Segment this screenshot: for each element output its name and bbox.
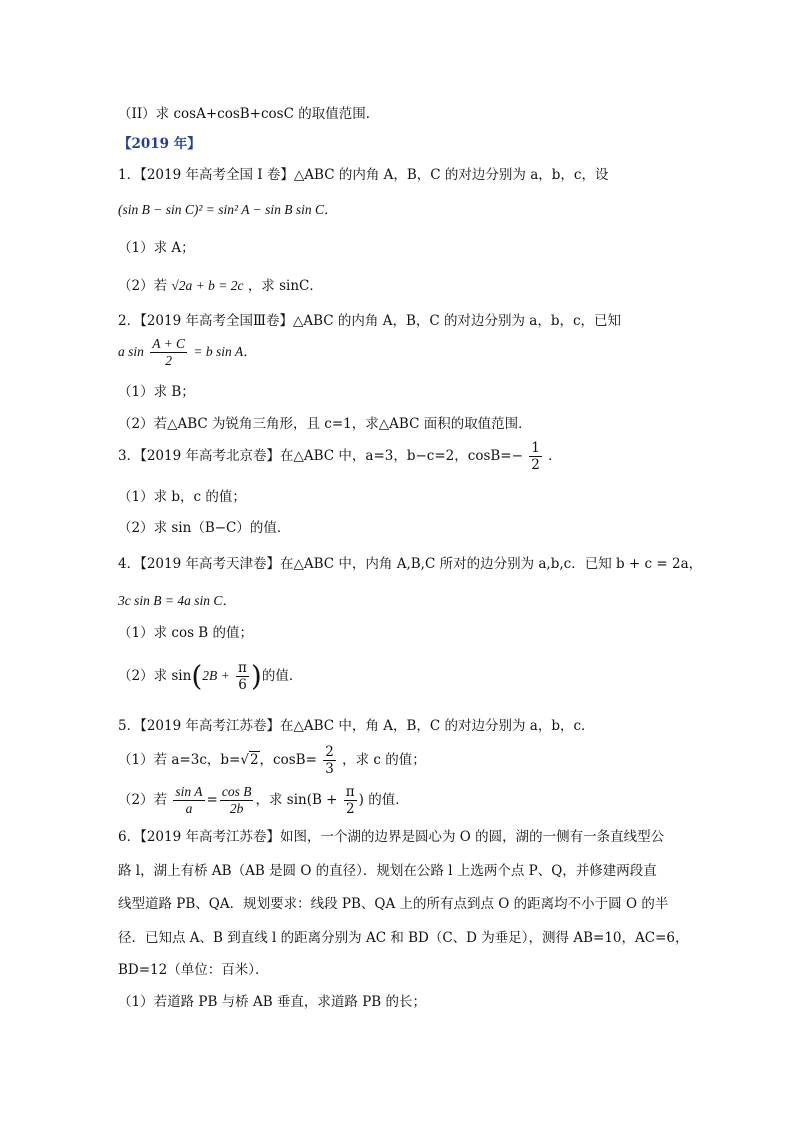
q5-part-2: （2）若 $\frac{\text{sin A}}{a}$ = $\frac{\text{cos B}}{2b}$ ，求 sin(B + $\frac{\pi}{2}$ ) 的值． xyxy=(118,784,409,817)
q1-part-1: （1）求 A； xyxy=(118,240,195,256)
fraction: $\frac{2}{3}$ xyxy=(325,744,334,777)
q6-part-1: （1）若道路 PB 与桥 AB 垂直，求道路 PB 的长； xyxy=(118,994,427,1010)
fraction: $\frac{A + C}{2}$ xyxy=(152,336,186,368)
q1-part-2: （2）若 √2a + b = 2c ，求 sinC． xyxy=(118,278,323,294)
q2-part-1: （1）求 B； xyxy=(118,384,195,400)
q6-line-2: 路 l，湖上有桥 AB（AB 是圆 O 的直径）．规划在公路 l 上选两个点 P、Q，并修建两段直 xyxy=(118,863,657,879)
q3-stem: 3．【2019 年高考北京卷】在△ABC 中，a=3，b−c=2，cosB=− $\frac{1}{2}$ ． xyxy=(118,440,562,473)
q5-part-1: （1）若 a=3c，b=√2，cosB= $\frac{2}{3}$ ，求 c 的值； xyxy=(118,744,426,777)
fraction: $\frac{\pi}{2}$ xyxy=(345,784,355,817)
q2-stem: 2．【2019 年高考全国Ⅲ卷】△ABC 的内角 A，B，C 的对边分别为 a，b，c，已知 xyxy=(118,313,622,329)
q1-stem: 1．【2019 年高考全国 I 卷】△ABC 的内角 A，B，C 的对边分别为 a，b，c，设 xyxy=(118,167,609,183)
q6-line-1: 6．【2019 年高考江苏卷】如图，一个湖的边界是圆心为 O 的圆，湖的一侧有一条直线型公 xyxy=(118,829,665,845)
q6-line-4: 径．已知点 A、B 到直线 l 的距离分别为 AC 和 BD（C、D 为垂足），测得 AB=10，AC=6， xyxy=(118,930,689,946)
q2-part-2: （2）若△ABC 为锐角三角形，且 c=1，求△ABC 面积的取值范围． xyxy=(118,416,532,432)
q4-part-1: （1）求 cos B 的值； xyxy=(118,625,253,641)
q2-equation: a sin $\frac{A + C}{2}$ = b sin A． xyxy=(118,336,257,368)
q4-stem: 4．【2019 年高考天津卷】在△ABC 中，内角 A,B,C 所对的边分别为 a,b,c．已知 b + c = 2a， xyxy=(118,556,703,572)
q3-part-1: （1）求 b，c 的值； xyxy=(118,489,246,505)
q6-line-5: BD=12（单位：百米）． xyxy=(118,962,269,978)
q1-equation: (sin B − sin C)² = sin² A − sin B sin C． xyxy=(118,202,338,217)
q4-part-2: （2）求 sin(2B + $\frac{\pi}{6}$ )的值． xyxy=(118,659,303,693)
q4-equation: 3c sin B = 4a sin C． xyxy=(118,593,236,608)
q5-stem: 5．【2019 年高考江苏卷】在△ABC 中，角 A，B，C 的对边分别为 a，b，c． xyxy=(118,718,595,734)
fraction: $\frac{\pi}{6}$ xyxy=(238,660,247,693)
q3-part-2: （2）求 sin（B−C）的值． xyxy=(118,520,291,536)
q6-line-3: 线型道路 PB、QA．规划要求：线段 PB、QA 上的所有点到点 O 的距离均不小于圆 O 的半 xyxy=(118,896,669,912)
fraction: $\frac{1}{2}$ xyxy=(531,440,540,473)
fraction: $\frac{\text{sin A}}{a}$ xyxy=(175,784,203,816)
fraction: $\frac{\text{cos B}}{2b}$ xyxy=(221,784,252,816)
prev-question-part-ii: （II）求 cosA+cosB+cosC 的取值范围． xyxy=(118,106,380,122)
year-heading: 【2019 年】 xyxy=(118,136,201,152)
q1-part-2-math: √2a + b = 2c xyxy=(171,278,244,293)
